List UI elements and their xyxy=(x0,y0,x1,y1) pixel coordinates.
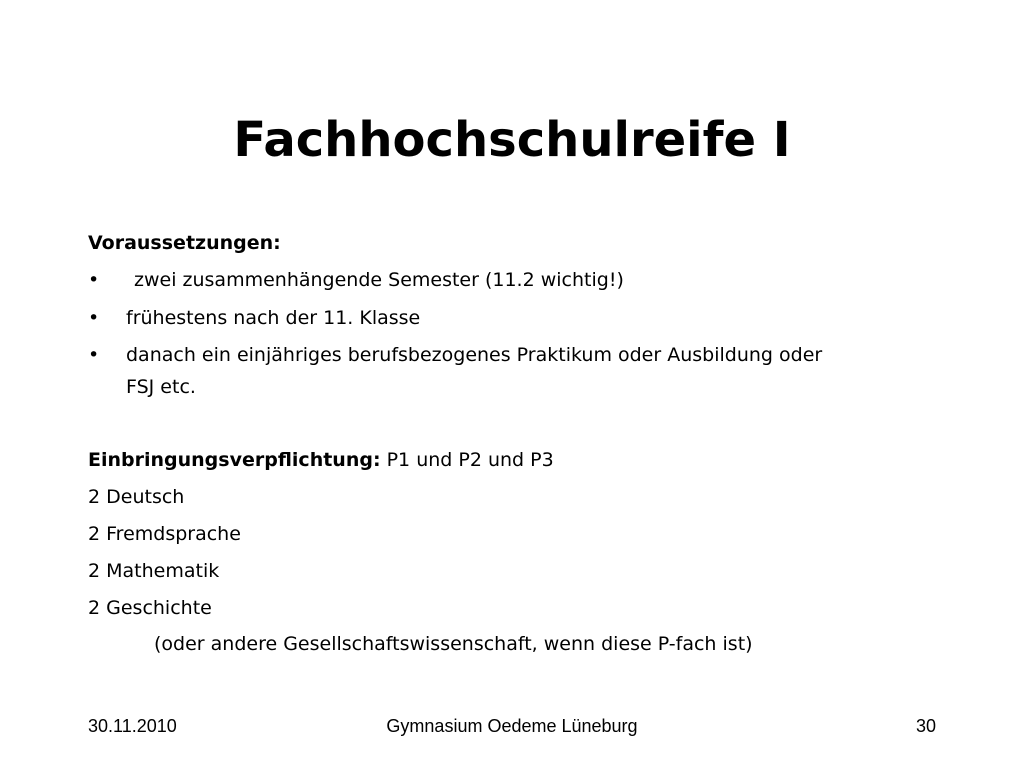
obligation-heading: Einbringungsverpflichtung: xyxy=(88,449,381,471)
requirements-heading: Voraussetzungen: xyxy=(88,232,281,254)
subject-item: 2 Deutsch xyxy=(88,486,185,508)
obligation-value: P1 und P2 und P3 xyxy=(380,449,554,471)
bullet-text: zwei zusammenhängende Semester (11.2 wichtig!) xyxy=(134,269,624,291)
bullet-dot: • xyxy=(88,307,100,329)
subject-note: (oder andere Gesellschaftswissenschaft, wenn diese P-fach ist) xyxy=(154,633,753,655)
subject-item: 2 Mathematik xyxy=(88,560,220,582)
footer-page-number: 30 xyxy=(915,716,936,736)
obligation-line xyxy=(88,445,554,475)
subject-item: 2 Geschichte xyxy=(88,597,212,619)
subject-item: 2 Fremdsprache xyxy=(88,523,241,545)
footer-date: 30.11.2010 xyxy=(88,716,177,736)
bullet-text: FSJ etc. xyxy=(126,376,196,398)
bullet-dot: • xyxy=(88,344,100,366)
bullet-text: danach ein einjähriges berufsbezogenes Praktikum oder Ausbildung oder xyxy=(126,344,823,366)
footer-school: Gymnasium Oedeme Lüneburg xyxy=(386,716,638,736)
bullet-dot: • xyxy=(88,269,100,291)
bullet-text: frühestens nach der 11. Klasse xyxy=(126,307,421,329)
slide-title: Fachhochschulreife I xyxy=(233,112,791,168)
